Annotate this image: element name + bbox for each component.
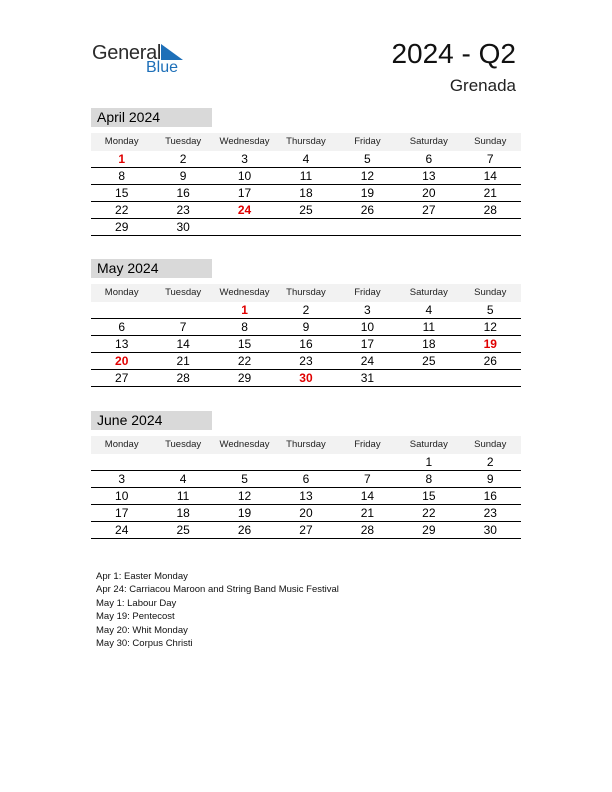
week-row <box>91 302 521 319</box>
weekday-header: Sunday <box>474 439 507 450</box>
day-cell: 4 <box>179 472 187 486</box>
month-may <box>91 259 521 387</box>
day-cell: 19 <box>483 337 497 351</box>
week-row <box>91 505 521 522</box>
weekday-header: Thursday <box>286 439 326 450</box>
day-cell: 14 <box>483 169 497 183</box>
day-cell: 9 <box>486 472 494 486</box>
day-cell: 7 <box>179 320 187 334</box>
day-cell: 18 <box>422 337 436 351</box>
day-cell: 24 <box>237 203 252 217</box>
weekday-header: Tuesday <box>165 287 202 298</box>
day-cell: 5 <box>364 152 371 166</box>
day-cell: 13 <box>115 337 129 351</box>
day-cell: 17 <box>115 506 129 520</box>
month-name: April 2024 <box>91 108 212 127</box>
week-row <box>91 454 521 471</box>
day-cell: 4 <box>425 303 433 317</box>
week-row <box>91 370 521 387</box>
week-row <box>91 471 521 488</box>
week-row <box>91 151 521 168</box>
day-cell: 30 <box>483 523 497 537</box>
page-title: 2024 - Q2 <box>391 38 516 69</box>
day-cell: 10 <box>360 320 375 334</box>
day-cell: 28 <box>176 371 190 385</box>
day-cell: 1 <box>425 455 433 469</box>
day-cell: 5 <box>486 303 494 317</box>
day-cell: 13 <box>299 489 313 503</box>
holiday-entry: May 20: Whit Monday <box>96 624 188 636</box>
weekday-header: Friday <box>354 287 381 298</box>
week-row <box>91 488 521 505</box>
day-cell <box>275 219 336 235</box>
day-cell: 7 <box>486 152 494 166</box>
weekday-header: Saturday <box>409 136 448 147</box>
day-cell: 18 <box>176 506 190 520</box>
week-row <box>91 319 521 336</box>
day-cell: 25 <box>299 203 313 217</box>
day-cell: 10 <box>115 489 129 503</box>
day-cell: 17 <box>237 186 252 200</box>
day-cell <box>275 454 336 470</box>
day-cell: 11 <box>176 489 190 503</box>
day-cell: 29 <box>422 523 436 537</box>
day-cell: 4 <box>302 152 310 166</box>
holiday-entry: May 1: Labour Day <box>96 597 177 609</box>
weekday-header: Thursday <box>286 136 326 147</box>
weekday-header: Friday <box>354 136 381 147</box>
day-cell: 2 <box>302 303 310 317</box>
month-name: May 2024 <box>91 259 212 278</box>
day-cell: 2 <box>179 152 187 166</box>
week-row <box>91 185 521 202</box>
day-cell: 3 <box>118 472 126 486</box>
day-cell: 16 <box>176 186 190 200</box>
day-cell: 23 <box>483 506 497 520</box>
day-cell: 9 <box>302 320 310 334</box>
logo-blue-text: Blue <box>146 59 179 76</box>
weekday-header: Tuesday <box>165 136 202 147</box>
day-cell: 11 <box>299 169 313 183</box>
week-row <box>91 336 521 353</box>
day-cell <box>460 370 521 386</box>
day-cell: 20 <box>422 186 436 200</box>
day-cell: 6 <box>302 472 310 486</box>
day-cell: 10 <box>237 169 252 183</box>
country-name: Grenada <box>449 76 516 95</box>
day-cell: 15 <box>115 186 129 200</box>
day-cell: 1 <box>118 152 126 166</box>
day-cell: 20 <box>299 506 313 520</box>
weekday-header: Sunday <box>474 136 507 147</box>
weekday-header: Monday <box>104 439 139 450</box>
holiday-list <box>96 570 339 650</box>
day-cell: 21 <box>483 186 497 200</box>
day-cell: 20 <box>115 354 129 368</box>
month-name: June 2024 <box>91 411 212 430</box>
weekday-header: Wednesday <box>219 287 270 298</box>
day-cell: 26 <box>483 354 497 368</box>
weekday-header: Friday <box>354 439 381 450</box>
weekday-header: Monday <box>104 136 139 147</box>
weekday-header: Wednesday <box>219 439 270 450</box>
day-cell: 14 <box>360 489 375 503</box>
day-cell: 22 <box>115 203 129 217</box>
holiday-entry: Apr 1: Easter Monday <box>96 571 188 582</box>
day-cell: 16 <box>483 489 497 503</box>
week-row <box>91 522 521 539</box>
day-cell: 28 <box>360 523 375 537</box>
month-april <box>91 108 521 236</box>
day-cell: 5 <box>241 472 248 486</box>
day-cell <box>214 219 275 235</box>
day-cell: 22 <box>237 354 252 368</box>
day-cell: 12 <box>237 489 252 503</box>
day-cell <box>152 302 213 318</box>
month-june <box>91 411 521 539</box>
day-cell: 26 <box>237 523 252 537</box>
day-cell <box>398 370 459 386</box>
weekday-header: Sunday <box>474 287 507 298</box>
day-cell: 3 <box>364 303 371 317</box>
day-cell: 13 <box>422 169 436 183</box>
week-row <box>91 202 521 219</box>
day-cell <box>460 219 521 235</box>
day-cell <box>337 454 398 470</box>
weekday-header-row <box>91 284 521 302</box>
logo <box>92 38 192 80</box>
weekday-header: Saturday <box>409 287 448 298</box>
day-cell: 11 <box>422 320 436 334</box>
weekday-header-row <box>91 436 521 454</box>
weekday-header-row <box>91 133 521 151</box>
day-cell: 30 <box>176 220 190 234</box>
day-cell: 14 <box>176 337 190 351</box>
day-cell: 2 <box>486 455 494 469</box>
holiday-entry: Apr 24: Carriacou Maroon and String Band Music Festival <box>96 584 339 596</box>
day-cell <box>91 302 152 318</box>
day-cell: 27 <box>422 203 436 217</box>
day-cell: 24 <box>360 354 375 368</box>
day-cell: 15 <box>237 337 252 351</box>
day-cell: 19 <box>237 506 252 520</box>
weekday-header: Monday <box>104 287 139 298</box>
weekday-header: Wednesday <box>219 136 270 147</box>
week-row <box>91 168 521 185</box>
day-cell <box>398 219 459 235</box>
day-cell: 28 <box>483 203 497 217</box>
day-cell: 23 <box>299 354 313 368</box>
day-cell: 18 <box>299 186 313 200</box>
day-cell: 8 <box>118 169 126 183</box>
day-cell: 12 <box>483 320 497 334</box>
day-cell: 23 <box>176 203 190 217</box>
day-cell: 27 <box>115 371 129 385</box>
day-cell: 7 <box>364 472 371 486</box>
day-cell <box>214 454 275 470</box>
day-cell: 25 <box>176 523 190 537</box>
day-cell: 22 <box>422 506 436 520</box>
day-cell: 12 <box>360 169 375 183</box>
day-cell: 29 <box>115 220 129 234</box>
weekday-header: Saturday <box>409 439 448 450</box>
day-cell: 26 <box>360 203 375 217</box>
day-cell: 6 <box>118 320 126 334</box>
day-cell: 1 <box>241 303 248 317</box>
holiday-entry: May 30: Corpus Christi <box>96 638 193 650</box>
day-cell: 8 <box>425 472 433 486</box>
day-cell <box>337 219 398 235</box>
day-cell: 31 <box>360 371 375 385</box>
holiday-entry: May 19: Pentecost <box>96 611 175 623</box>
day-cell <box>152 454 213 470</box>
day-cell: 29 <box>237 371 252 385</box>
day-cell: 8 <box>241 320 248 334</box>
weekday-header: Tuesday <box>165 439 202 450</box>
logo-general-text: General <box>92 42 162 64</box>
logo-triangle-icon <box>161 44 183 60</box>
day-cell: 17 <box>360 337 375 351</box>
day-cell: 9 <box>179 169 187 183</box>
week-row <box>91 353 521 370</box>
day-cell: 15 <box>422 489 436 503</box>
day-cell: 21 <box>360 506 375 520</box>
weekday-header: Thursday <box>286 287 326 298</box>
day-cell: 16 <box>299 337 313 351</box>
day-cell: 24 <box>115 523 129 537</box>
day-cell: 19 <box>360 186 375 200</box>
day-cell: 25 <box>422 354 436 368</box>
day-cell: 21 <box>176 354 190 368</box>
day-cell: 6 <box>425 152 433 166</box>
day-cell: 27 <box>299 523 313 537</box>
day-cell <box>91 454 152 470</box>
day-cell: 30 <box>299 371 313 385</box>
day-cell: 3 <box>241 152 248 166</box>
week-row <box>91 219 521 236</box>
